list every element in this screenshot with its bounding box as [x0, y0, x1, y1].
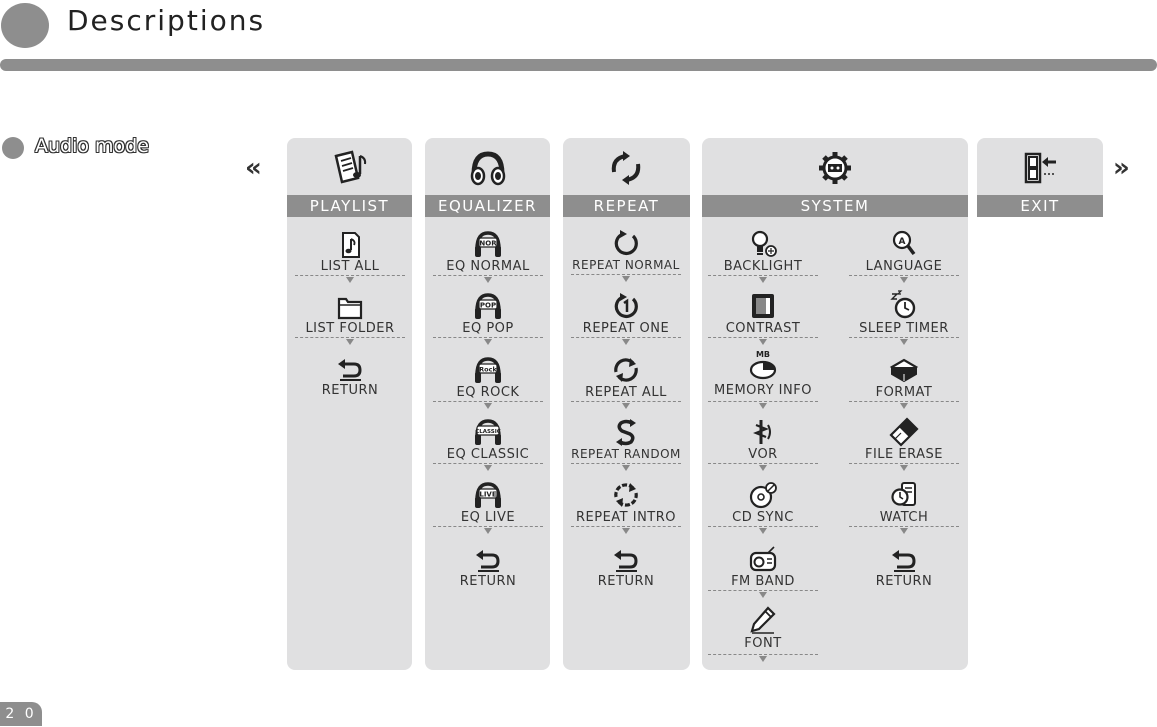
backlight-icon [748, 229, 778, 259]
language-icon [889, 229, 919, 259]
header-rule [0, 59, 1157, 71]
page-title: Descriptions [67, 4, 266, 37]
item-divider [433, 337, 543, 338]
eq-classic-icon [473, 417, 503, 447]
item-label: EQ NORMAL [446, 259, 530, 274]
item-label: REPEAT RANDOM [571, 447, 681, 461]
down-arrow-icon [759, 277, 767, 283]
item-divider [708, 401, 818, 402]
down-arrow-icon [484, 465, 492, 471]
item-label: REPEAT INTRO [575, 510, 677, 525]
item-divider [708, 654, 818, 655]
item-divider [295, 337, 405, 338]
item-label: VOR [748, 447, 778, 462]
watch-icon [889, 480, 919, 510]
vor-icon [748, 417, 778, 447]
header-bullet [1, 3, 49, 48]
item-label: MEMORY INFO [714, 383, 812, 398]
down-arrow-icon [900, 403, 908, 409]
down-arrow-icon [759, 656, 767, 662]
down-arrow-icon [622, 528, 630, 534]
eq-badge: CLASSIC [475, 429, 501, 435]
repeat-title[interactable]: REPEAT [563, 195, 690, 217]
item-divider [571, 526, 681, 527]
down-arrow-icon [900, 339, 908, 345]
item-divider [571, 337, 681, 338]
item-divider [433, 463, 543, 464]
prev-menu-arrow[interactable]: « [245, 153, 262, 183]
item-divider [433, 526, 543, 527]
item-divider [433, 275, 543, 276]
memory-badge: MB [755, 350, 771, 359]
item-label: LIST ALL [320, 259, 380, 274]
return-icon [335, 353, 365, 383]
down-arrow-icon [900, 277, 908, 283]
headphones-icon [468, 148, 508, 188]
item-label: EQ POP [462, 321, 514, 336]
equalizer-title[interactable]: EQUALIZER [425, 195, 550, 217]
playlist-icon [330, 148, 370, 188]
item-label: FILE ERASE [865, 447, 943, 462]
item-label: RETURN [597, 574, 655, 589]
item-label: FORMAT [875, 385, 933, 400]
eq-rock-icon [473, 355, 503, 385]
folder-icon [335, 291, 365, 321]
item-label: FONT [744, 636, 782, 651]
item-label: EQ CLASSIC [446, 447, 530, 462]
sleep-timer-icon [889, 291, 919, 321]
item-divider [708, 590, 818, 591]
cd-sync-icon [748, 480, 778, 510]
down-arrow-icon [484, 528, 492, 534]
item-label: REPEAT NORMAL [572, 258, 680, 272]
repeat-intro-icon [611, 480, 641, 510]
next-menu-arrow[interactable]: » [1113, 153, 1130, 183]
playlist-title[interactable]: PLAYLIST [287, 195, 412, 217]
item-label: RETURN [459, 574, 517, 589]
item-label: SLEEP TIMER [859, 321, 949, 336]
eq-badge: Rock [479, 365, 497, 374]
down-arrow-icon [759, 465, 767, 471]
item-label: LANGUAGE [865, 259, 943, 274]
item-label: WATCH [879, 510, 929, 525]
repeat-all-icon [611, 355, 641, 385]
item-label: REPEAT ALL [585, 385, 667, 400]
item-divider [433, 401, 543, 402]
return-icon [473, 544, 503, 574]
item-label: REPEAT ONE [582, 321, 670, 336]
down-arrow-icon [346, 339, 354, 345]
eq-badge: POP [479, 301, 497, 310]
eq-badge: LIVE [479, 490, 497, 499]
item-divider [571, 401, 681, 402]
repeat-normal-icon [611, 228, 641, 258]
return-icon [611, 544, 641, 574]
down-arrow-icon [484, 339, 492, 345]
format-icon [889, 355, 919, 385]
item-label: CONTRAST [725, 321, 801, 336]
item-divider [295, 275, 405, 276]
fm-band-icon [748, 544, 778, 574]
repeat-icon [606, 148, 646, 188]
item-label: EQ LIVE [460, 510, 516, 525]
down-arrow-icon [900, 528, 908, 534]
down-arrow-icon [484, 403, 492, 409]
item-divider [571, 274, 681, 275]
return-icon [889, 544, 919, 574]
eq-badge: NOR [479, 239, 497, 248]
page-number: 2 0 [0, 702, 42, 726]
down-arrow-icon [622, 403, 630, 409]
item-divider [849, 337, 959, 338]
file-erase-icon [889, 417, 919, 447]
item-divider [849, 463, 959, 464]
eq-live-icon [473, 480, 503, 510]
svg-text:A: A [898, 237, 906, 247]
down-arrow-icon [759, 339, 767, 345]
item-divider [571, 463, 681, 464]
item-label: BACKLIGHT [723, 259, 803, 274]
item-label: RETURN [321, 383, 379, 398]
eq-pop-icon [473, 291, 503, 321]
exit-icon [1020, 148, 1060, 188]
item-divider [849, 526, 959, 527]
exit-title[interactable]: EXIT [977, 195, 1103, 217]
memory-info-icon [748, 350, 778, 380]
repeat-one-icon [611, 291, 641, 321]
item-label: FM BAND [731, 574, 795, 589]
eq-normal-icon [473, 229, 503, 259]
down-arrow-icon [622, 339, 630, 345]
item-divider [708, 463, 818, 464]
item-divider [708, 337, 818, 338]
font-icon [748, 605, 778, 635]
down-arrow-icon [759, 592, 767, 598]
item-divider [708, 275, 818, 276]
down-arrow-icon [622, 276, 630, 282]
mode-label: Audio mode [35, 135, 149, 157]
down-arrow-icon [900, 465, 908, 471]
down-arrow-icon [622, 465, 630, 471]
down-arrow-icon [484, 277, 492, 283]
down-arrow-icon [759, 403, 767, 409]
item-label: LIST FOLDER [305, 321, 395, 336]
item-divider [849, 275, 959, 276]
playlist-panel [287, 138, 412, 670]
down-arrow-icon [759, 528, 767, 534]
music-note-icon [335, 229, 365, 259]
item-label: RETURN [875, 574, 933, 589]
system-title[interactable]: SYSTEM [702, 195, 968, 217]
item-divider [849, 401, 959, 402]
down-arrow-icon [346, 277, 354, 283]
item-label: CD SYNC [732, 510, 794, 525]
repeat-random-icon [611, 417, 641, 447]
gear-icon [815, 148, 855, 188]
contrast-icon [748, 291, 778, 321]
item-divider [708, 526, 818, 527]
item-label: EQ ROCK [456, 385, 520, 400]
mode-bullet [2, 137, 24, 159]
